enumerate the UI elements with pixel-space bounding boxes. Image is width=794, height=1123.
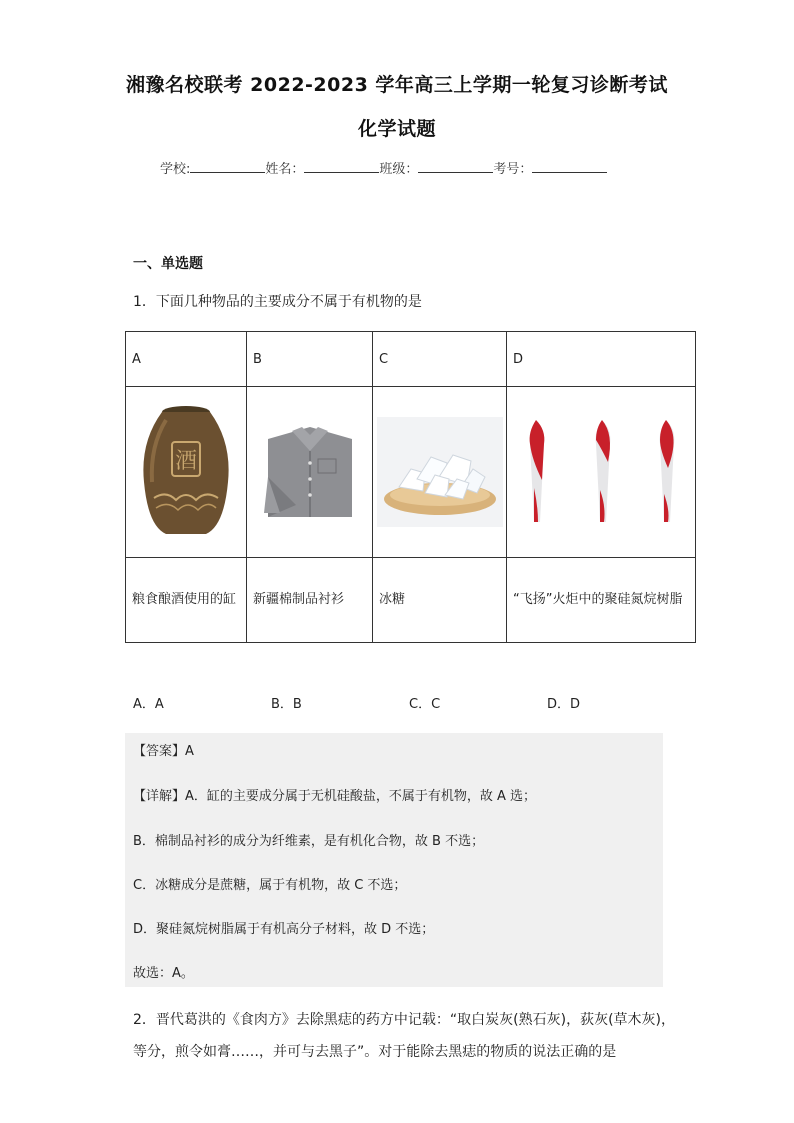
class-label: 班级： [379, 162, 419, 177]
question-1-stem: 1．下面几种物品的主要成分不属于有机物的是 [133, 294, 422, 310]
option-c-image [373, 387, 507, 558]
answer-line: 【答案】A [133, 744, 194, 759]
school-blank[interactable] [190, 158, 265, 173]
option-a-header: A [126, 332, 247, 387]
option-d-image [507, 387, 696, 558]
rock-candy-image [377, 417, 503, 527]
number-blank[interactable] [532, 158, 607, 173]
torch-2 [596, 420, 611, 522]
answer-panel [125, 733, 663, 987]
name-blank[interactable] [304, 158, 379, 173]
choice-a[interactable]: A．A [133, 697, 164, 712]
wine-jar-image [136, 402, 236, 542]
student-info-line [160, 158, 607, 177]
jar-character: 酒 [174, 449, 198, 474]
option-b-header: B [247, 332, 373, 387]
detail-line-2: B．棉制品衬衫的成分为纤维素，是有机化合物，故 B 不选； [133, 834, 485, 849]
option-a-description: 粮食酿酒使用的缸 [126, 558, 247, 643]
option-c-header: C [373, 332, 507, 387]
question-1-table [125, 331, 696, 643]
choice-d[interactable]: D．D [547, 697, 581, 712]
exam-title: 湘豫名校联考 2022-2023 学年高三上学期一轮复习诊断考试 [126, 74, 668, 96]
option-d-header: D [507, 332, 696, 387]
exam-subtitle: 化学试题 [357, 118, 436, 140]
detail-line-4: D．聚硅氮烷树脂属于有机高分子材料，故 D 不选； [133, 922, 435, 937]
question-2-stem: 2．晋代葛洪的《食肉方》去除黑痣的药方中记载：“取白炭灰(熟石灰)，荻灰(草木灰)，等分，煎令如膏……，并可与去黑子”。对于能除去黑痣的物质的说法正确的是 [133, 1012, 676, 1060]
option-b-image [247, 387, 373, 558]
class-blank[interactable] [418, 158, 493, 173]
detail-line-3: C．冰糖成分是蔗糖，属于有机物，故 C 不选； [133, 878, 407, 893]
detail-conclusion: 故选：A。 [133, 966, 194, 981]
torch-1 [530, 420, 545, 522]
torch-image [516, 410, 686, 534]
option-a-image [126, 387, 247, 558]
name-label: 姓名： [265, 162, 305, 177]
detail-line-1: 【详解】A．缸的主要成分属于无机硅酸盐，不属于有机物，故 A 选； [133, 789, 537, 804]
option-d-description: “飞扬”火炬中的聚硅氮烷树脂 [507, 558, 696, 643]
school-label: 学校: [160, 162, 191, 177]
choice-b[interactable]: B．B [271, 697, 302, 712]
option-c-description: 冰糖 [373, 558, 507, 643]
question-1-choices [133, 693, 685, 712]
number-label: 考号： [493, 162, 533, 177]
shirt-image [256, 417, 364, 527]
choice-c[interactable]: C．C [409, 697, 441, 712]
section-title: 一、单选题 [133, 256, 203, 272]
option-b-description: 新疆棉制品衬衫 [247, 558, 373, 643]
torch-3 [660, 420, 675, 522]
